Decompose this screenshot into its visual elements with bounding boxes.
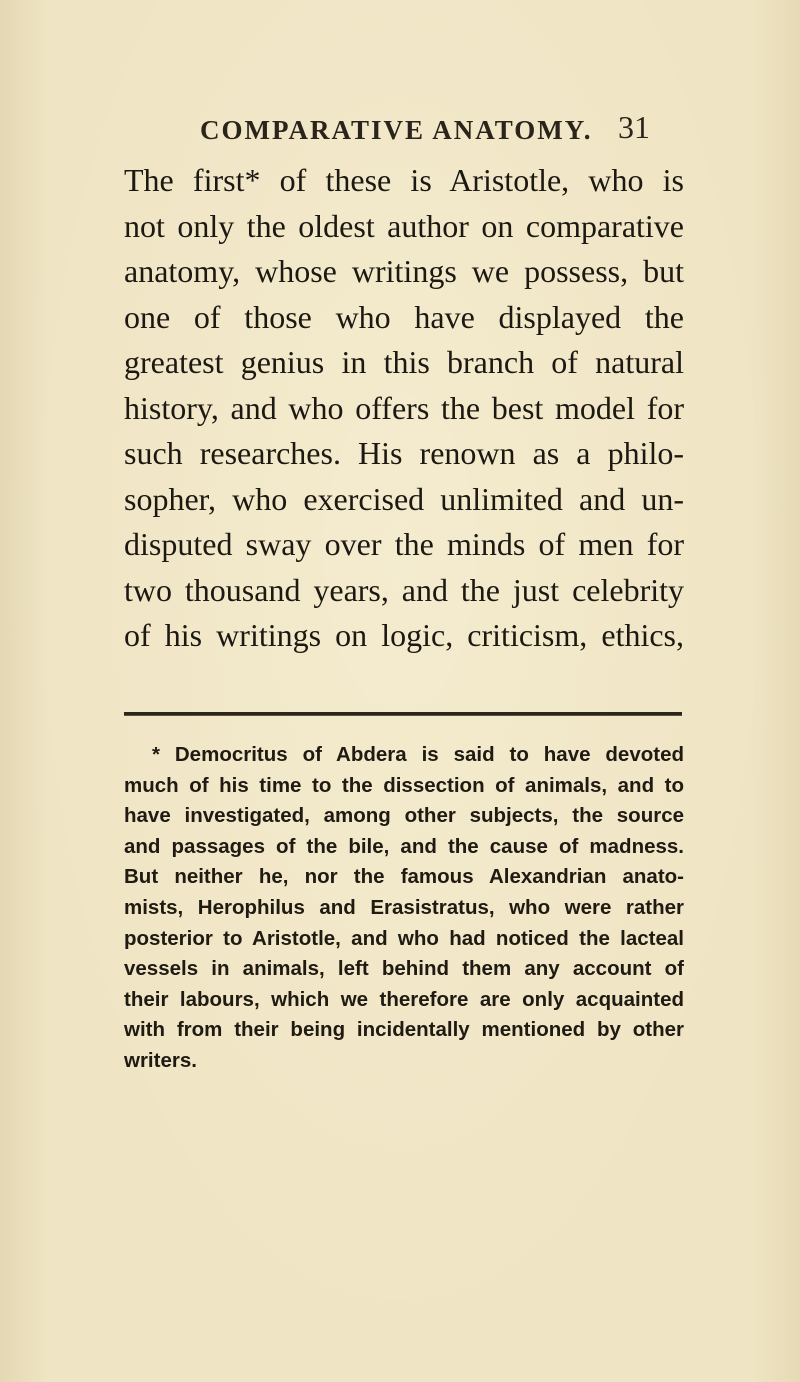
footnote-line: have investigated, among other subjects, the source xyxy=(124,804,684,828)
footnote xyxy=(124,740,684,1077)
body-line: of his writings on logic, criticism, ethics, xyxy=(124,617,684,653)
footnote-line: But neither he, nor the famous Alexandrian anato- xyxy=(124,865,684,889)
body-line: disputed sway over the minds of men for xyxy=(124,526,684,562)
body-line: one of those who have displayed the xyxy=(124,298,684,335)
footnote-line: vessels in animals, left behind them any account of xyxy=(124,957,684,981)
footnote-line: * Democritus of Abdera is said to have devoted xyxy=(152,743,684,766)
footnote-line: their labours, which we therefore are only acquainted xyxy=(124,987,684,1011)
footnote-line: writers. xyxy=(124,1048,197,1072)
footnote-line: much of his time to the dissection of animals, and to xyxy=(124,773,684,797)
footnote-line: mists, Herophilus and Erasistratus, who were rather xyxy=(124,895,684,919)
body-line: sopher, who exercised unlimited and un- xyxy=(124,480,684,517)
page-number: 31 xyxy=(618,109,650,145)
body-line: anatomy, whose writings we possess, but xyxy=(124,253,684,289)
body-line: The first* of these is Aristotle, who is xyxy=(124,162,684,198)
footnote-line: with from their being incidentally mentioned by other xyxy=(124,1018,684,1042)
main-paragraph xyxy=(124,158,684,659)
running-title: COMPARATIVE ANATOMY. xyxy=(200,115,593,145)
body-line: greatest genius in this branch of natural xyxy=(124,344,684,380)
running-head xyxy=(0,109,800,155)
footnote-line: and passages of the bile, and the cause of madness. xyxy=(124,834,684,858)
footnote-line: posterior to Aristotle, and who had noticed the lacteal xyxy=(124,926,684,950)
body-line: not only the oldest author on comparative xyxy=(124,207,684,244)
body-line: history, and who offers the best model for xyxy=(124,389,684,426)
footnote-rule xyxy=(124,712,682,716)
body-line: two thousand years, and the just celebrity xyxy=(124,571,684,608)
body-line: such researches. His renown as a philo- xyxy=(124,435,684,471)
